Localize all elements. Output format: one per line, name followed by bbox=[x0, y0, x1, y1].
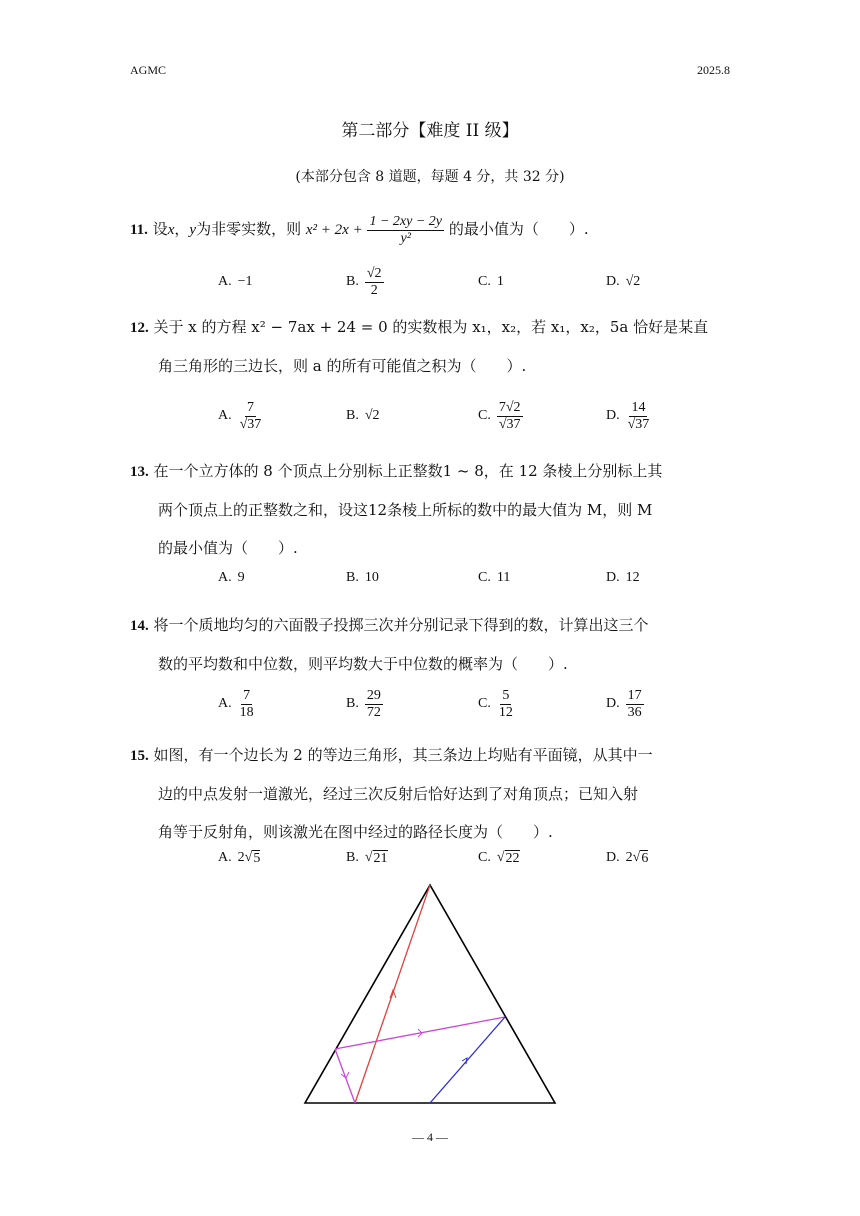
q14-option-a[interactable] bbox=[218, 684, 256, 724]
frac-numerator: 7 bbox=[243, 687, 251, 703]
q12-option-a[interactable] bbox=[218, 396, 263, 436]
option-value: 9 bbox=[237, 570, 245, 585]
frac-denominator: 2 bbox=[370, 282, 378, 298]
laser-path-red bbox=[355, 885, 430, 1103]
q12-option-c[interactable] bbox=[478, 396, 523, 436]
q11-text-mid: 为非零实数，则 bbox=[196, 220, 302, 238]
option-label: A. bbox=[218, 570, 232, 585]
q11-option-b[interactable] bbox=[346, 262, 384, 302]
frac-numerator: 14 bbox=[631, 399, 646, 415]
frac-numerator: 5 bbox=[502, 687, 510, 703]
option-value: 11 bbox=[496, 570, 511, 585]
q11-option-d[interactable] bbox=[606, 262, 640, 302]
frac-denominator: 18 bbox=[239, 704, 254, 720]
frac-numerator: √2 bbox=[366, 265, 382, 281]
frac-numerator: 7 bbox=[246, 399, 254, 415]
option-radicand: 6 bbox=[641, 850, 649, 866]
frac-denominator: 12 bbox=[498, 704, 513, 720]
option-coef: 2 bbox=[237, 850, 245, 865]
question-13 bbox=[130, 452, 735, 567]
laser-triangle-figure bbox=[300, 880, 560, 1110]
question-15 bbox=[130, 736, 735, 851]
q14-line-2: 数的平均数和中位数，则平均数大于中位数的概率为（ ）. bbox=[158, 655, 568, 673]
option-fraction bbox=[238, 688, 256, 721]
frac-denominator: √37 bbox=[239, 416, 262, 432]
radical-sign: √ bbox=[632, 850, 641, 865]
option-coef: 2 bbox=[625, 850, 633, 865]
q15-line-2: 边的中点发射一道激光，经过三次反射后恰好达到了对角顶点；已知入射 bbox=[158, 785, 639, 803]
frac-denominator: 72 bbox=[366, 704, 381, 720]
q14-option-d[interactable] bbox=[606, 684, 644, 724]
option-fraction bbox=[497, 400, 523, 433]
q11-option-c[interactable] bbox=[478, 262, 504, 302]
header-left: AGMC bbox=[130, 63, 167, 77]
option-label: A. bbox=[218, 274, 232, 289]
q13-option-a[interactable] bbox=[218, 558, 245, 598]
frac-numerator: 17 bbox=[627, 687, 642, 703]
radical-sign: √ bbox=[364, 850, 373, 865]
q12-options bbox=[218, 396, 738, 436]
q11-text-post: 的最小值为（ ）. bbox=[448, 220, 589, 238]
option-label: A. bbox=[218, 850, 232, 865]
option-value: 10 bbox=[364, 570, 379, 585]
option-value: 1 bbox=[496, 274, 504, 289]
option-radicand: 5 bbox=[253, 850, 261, 866]
q11-comma: ， bbox=[174, 220, 190, 238]
q14-options bbox=[218, 684, 738, 724]
q15-option-a[interactable] bbox=[218, 838, 260, 878]
q14-line-1: 将一个质地均匀的六面骰子投掷三次并分别记录下得到的数，计算出这三个 bbox=[153, 616, 649, 634]
q13-line-2: 两个顶点上的正整数之和，设这12条棱上所标的数中的最大值为 M，则 M bbox=[158, 501, 653, 519]
question-number: 11. bbox=[130, 222, 148, 238]
q13-option-c[interactable] bbox=[478, 558, 510, 598]
q13-line-1: 在一个立方体的 8 个顶点上分别标上正整数1 ~ 8，在 12 条棱上分别标上其 bbox=[153, 462, 663, 480]
option-fraction bbox=[365, 688, 383, 721]
laser-path-blue bbox=[430, 1017, 505, 1103]
radical-sign: √ bbox=[244, 850, 253, 865]
option-radicand: 21 bbox=[373, 850, 388, 866]
frac-denominator: √37 bbox=[498, 416, 521, 432]
question-11 bbox=[130, 210, 735, 249]
option-label: D. bbox=[606, 408, 620, 423]
q12-line-2: 角三角形的三边长，则 a 的所有可能值之积为（ ）. bbox=[158, 357, 527, 375]
option-label: D. bbox=[606, 696, 620, 711]
option-label: C. bbox=[478, 274, 491, 289]
q13-option-b[interactable] bbox=[346, 558, 379, 598]
q15-options bbox=[218, 838, 738, 878]
question-number: 12. bbox=[130, 320, 149, 336]
radical-sign: √ bbox=[496, 850, 505, 865]
option-label: C. bbox=[478, 850, 491, 865]
option-radicand: 22 bbox=[505, 850, 520, 866]
q11-options bbox=[218, 262, 738, 302]
question-number: 13. bbox=[130, 464, 149, 480]
q12-line-1: 关于 x 的方程 x² − 7ax + 24 = 0 的实数根为 x₁，x₂，若 x₁，x₂，5a 恰好是某直 bbox=[153, 318, 709, 336]
q11-fraction bbox=[367, 214, 444, 247]
q15-line-3: 角等于反射角，则该激光在图中经过的路径长度为（ ）. bbox=[158, 823, 553, 841]
frac-numerator: 29 bbox=[366, 687, 381, 703]
option-label: B. bbox=[346, 408, 359, 423]
option-label: C. bbox=[478, 696, 491, 711]
frac-denominator: 36 bbox=[627, 704, 642, 720]
option-value: √2 bbox=[364, 408, 380, 423]
q14-option-b[interactable] bbox=[346, 684, 383, 724]
option-fraction bbox=[238, 400, 264, 433]
q13-option-d[interactable] bbox=[606, 558, 640, 598]
q11-text-pre: 设 bbox=[152, 220, 168, 238]
q14-option-c[interactable] bbox=[478, 684, 515, 724]
q11-var-y: y bbox=[189, 222, 197, 238]
q11-frac-numerator: 1 − 2xy − 2y bbox=[369, 213, 443, 229]
option-value: 12 bbox=[625, 570, 640, 585]
option-value: −1 bbox=[237, 274, 253, 289]
option-label: B. bbox=[346, 696, 359, 711]
option-fraction bbox=[497, 688, 515, 721]
option-label: B. bbox=[346, 850, 359, 865]
q15-option-d[interactable] bbox=[606, 838, 648, 878]
q11-frac-denominator: y² bbox=[400, 230, 411, 246]
header-right: 2025.8 bbox=[697, 63, 730, 77]
option-label: A. bbox=[218, 408, 232, 423]
option-label: C. bbox=[478, 408, 491, 423]
option-fraction bbox=[365, 266, 384, 299]
question-number: 14. bbox=[130, 618, 149, 634]
option-label: A. bbox=[218, 696, 232, 711]
q13-options bbox=[218, 558, 738, 598]
option-label: C. bbox=[478, 570, 491, 585]
question-12 bbox=[130, 308, 735, 385]
q15-line-1: 如图，有一个边长为 2 的等边三角形，其三条边上均贴有平面镜，从其中一 bbox=[153, 746, 653, 764]
option-label: B. bbox=[346, 570, 359, 585]
laser-path-magenta-1 bbox=[335, 1049, 355, 1103]
laser-path-magenta-2 bbox=[335, 1017, 505, 1049]
q15-option-c[interactable] bbox=[478, 838, 520, 878]
option-label: B. bbox=[346, 274, 359, 289]
option-label: D. bbox=[606, 850, 620, 865]
q11-var-x: x bbox=[167, 222, 175, 238]
frac-numerator: 7√2 bbox=[498, 399, 521, 415]
question-number: 15. bbox=[130, 748, 149, 764]
page-number: — 4 — bbox=[412, 1130, 448, 1144]
question-14 bbox=[130, 606, 735, 683]
q12-option-d[interactable] bbox=[606, 396, 651, 436]
q11-expr: x² + 2x + bbox=[305, 222, 363, 238]
q15-option-b[interactable] bbox=[346, 838, 388, 878]
section-subtitle: (本部分包含 8 道题，每题 4 分，共 32 分) bbox=[295, 169, 565, 185]
option-value: √2 bbox=[625, 274, 641, 289]
frac-denominator: √37 bbox=[627, 416, 650, 432]
q12-option-b[interactable] bbox=[346, 396, 380, 436]
q13-line-3: 的最小值为（ ）. bbox=[158, 539, 298, 557]
q11-option-a[interactable] bbox=[218, 262, 253, 302]
section-title: 第二部分【难度 II 级】 bbox=[341, 121, 519, 141]
option-fraction bbox=[626, 400, 652, 433]
option-fraction bbox=[626, 688, 644, 721]
option-label: D. bbox=[606, 274, 620, 289]
option-label: D. bbox=[606, 570, 620, 585]
